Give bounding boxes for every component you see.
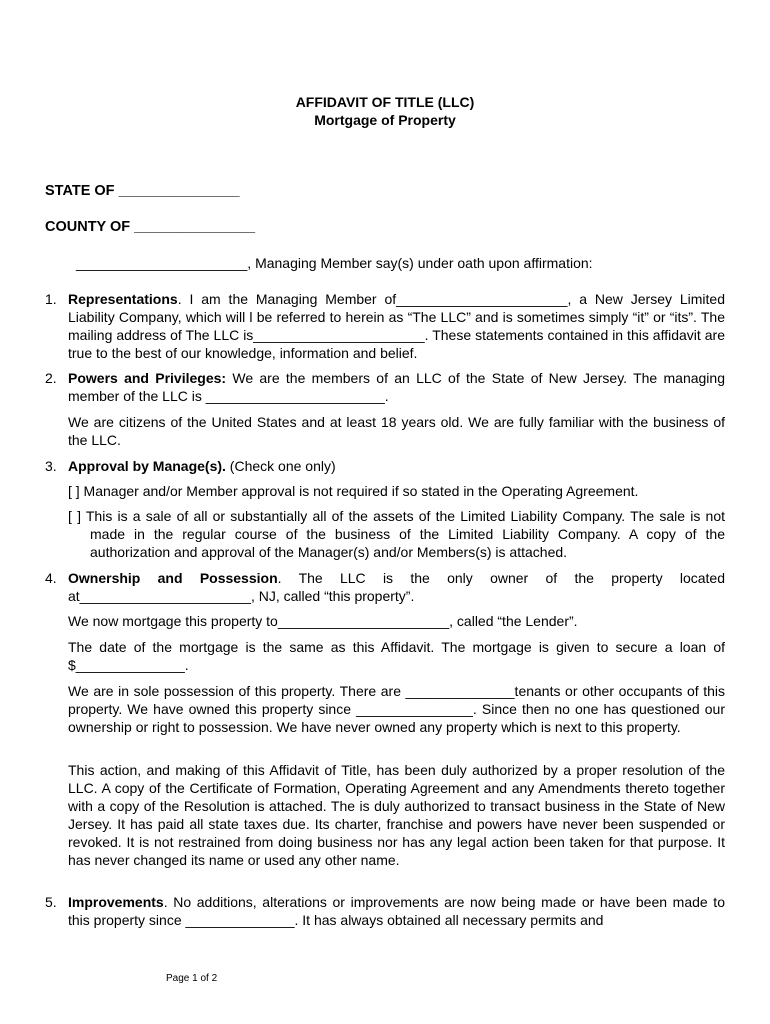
section-5-number: 5. [45, 894, 57, 910]
section-4-paragraph [68, 569, 725, 605]
section-3-body: (Check one only) [225, 458, 336, 474]
section-1-paragraph [68, 290, 725, 362]
state-line: STATE OF _______________ [45, 183, 240, 199]
section-3-option-1: [ ] Manager and/or Member approval is not required if so stated in the Operating Agreement. [68, 483, 639, 499]
document-subtitle: Mortgage of Property [314, 112, 456, 128]
section-5-body: . No additions, alterations or improvements are now being made or have been made to this property since ______________. It has always obtained all necessary permits and [68, 894, 725, 928]
section-1-heading: Representations [68, 291, 178, 307]
page-footer: Page 1 of 2 [166, 973, 218, 984]
section-1-number: 1. [45, 291, 57, 307]
section-4-paragraph-2: We now mortgage this property to______________________, called “the Lender”. [68, 613, 578, 629]
section-4-paragraph-3: The date of the mortgage is the same as this Affidavit. The mortgage is given to secure a loan of $______________. [68, 639, 725, 673]
section-2-body: We are the members of an LLC of the State of New Jersey. The managing member of the LLC is _______________________. [68, 370, 725, 404]
section-3-option-2: [ ] This is a sale of all or substantially all of the assets of the Limited Liability Company. The sale is not made in the regular course of the business of the Limited Liability Company. A copy of the authorization and approval of the Manager(s) and/or Members(s) is attached. [68, 508, 725, 560]
section-3-paragraph [68, 457, 725, 475]
section-4-paragraph-5: This action, and making of this Affidavit of Title, has been duly authorized by a proper resolution of the LLC. A copy of the Certificate of Formation, Operating Agreement and any Amendments thereto together with a copy of the Resolution is attached. The is duly authorized to transact business in the State of New Jersey. It has paid all state taxes due. Its charter, franchise and powers have never been suspended or revoked. It is not restrained from doing business nor has any legal action been taken for that purpose. It has never changed its name or used any other name. [68, 762, 725, 868]
section-1-body: . I am the Managing Member of______________________, a New Jersey Limited Liability Company, which will l be referred to herein as “The LLC” and is sometimes simply “it” or “its”. The mailing address of The LLC is______________________. These statements contained in this affidavit are true to the best of our knowledge, information and belief. [68, 291, 725, 361]
section-3-heading: Approval by Manage(s). [68, 458, 226, 474]
document-title: AFFIDAVIT OF TITLE (LLC) [295, 94, 475, 110]
section-4-heading: Ownership and Possession [68, 570, 278, 586]
section-5-heading: Improvements [68, 894, 164, 910]
section-5-paragraph [68, 893, 725, 929]
oath-line: ______________________, Managing Member say(s) under oath upon affirmation: [76, 255, 593, 271]
section-4-body: . The LLC is the only owner of the property located at______________________, NJ, called “this property”. [68, 570, 726, 604]
section-2-heading: Powers and Privileges: [68, 370, 227, 386]
county-line: COUNTY OF _______________ [45, 219, 256, 235]
section-4-paragraph-4: We are in sole possession of this property. There are ______________tenants or other occupants of this property. We have owned this property since _______________. Since then no one has questioned our ownership or right to possession. We have never owned any property which is next to this property. [68, 683, 725, 735]
section-2-paragraph-2: We are citizens of the United States and at least 18 years old. We are fully familiar with the business of the LLC. [68, 414, 725, 448]
section-3-number: 3. [45, 458, 57, 474]
section-4-number: 4. [45, 570, 57, 586]
section-2-paragraph [68, 369, 725, 405]
section-2-number: 2. [45, 370, 57, 386]
